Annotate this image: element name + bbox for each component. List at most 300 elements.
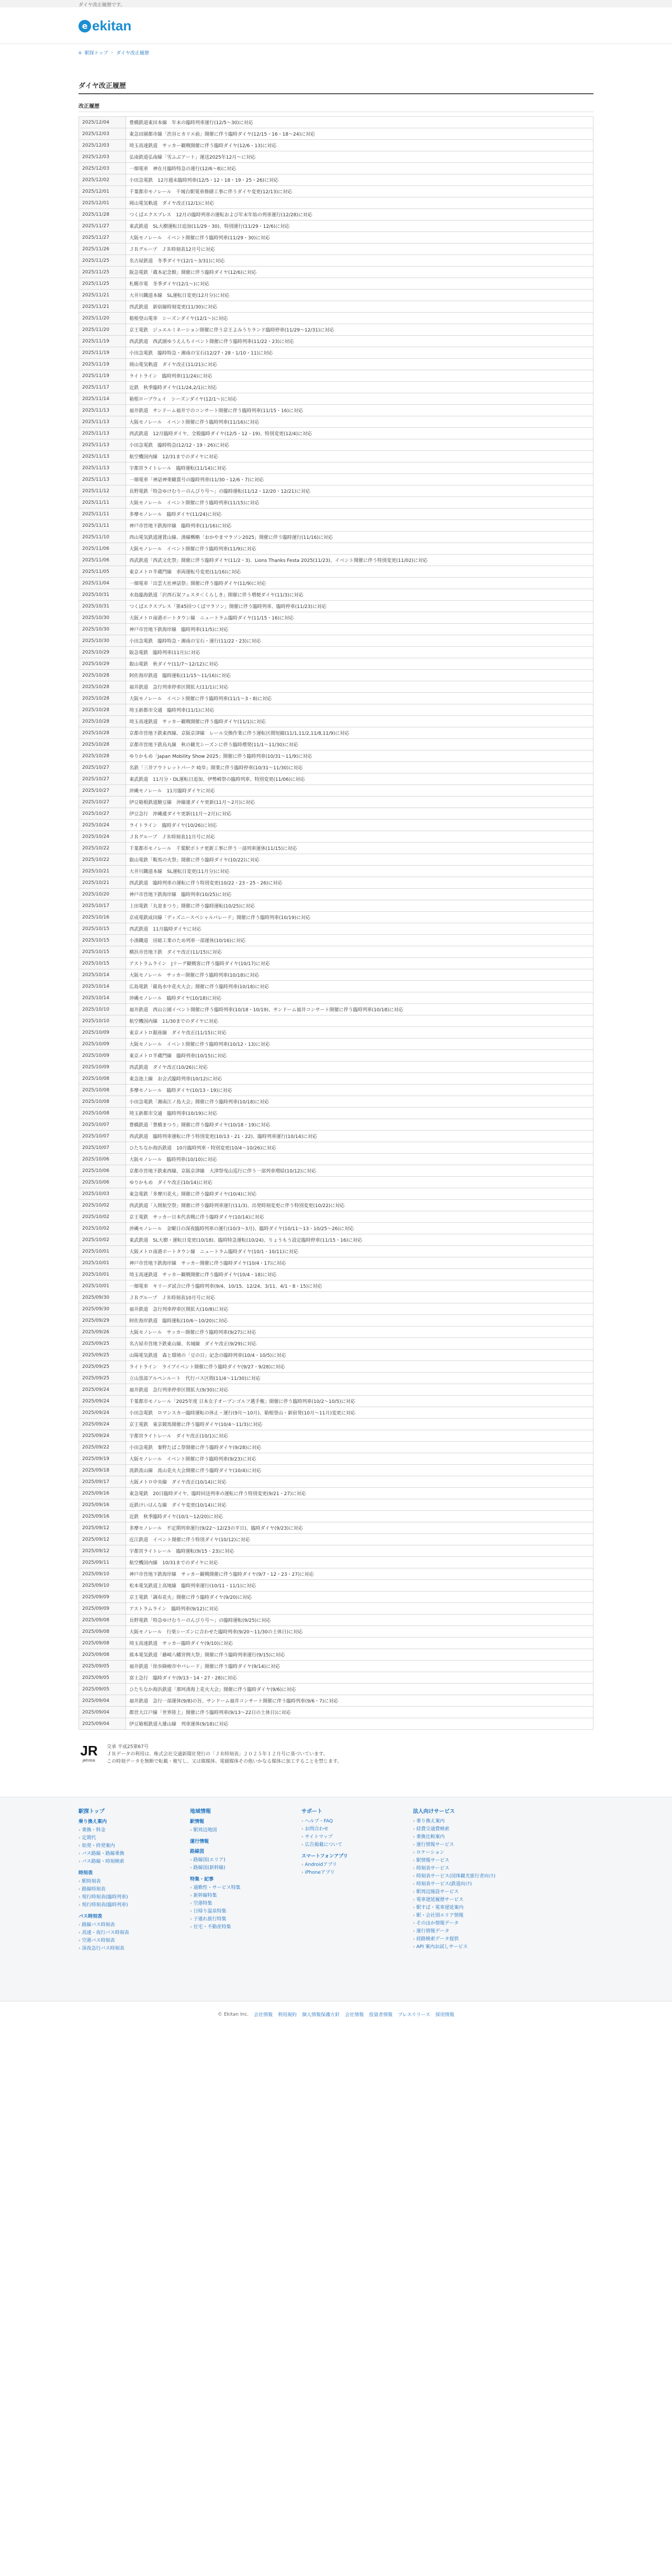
history-row [79, 1638, 593, 1649]
history-description: 伊豆急行 沖縄連ダイヤ更新(11月〜2月)に対応 [126, 808, 593, 820]
footer-group-heading[interactable]: 特集・記事 [190, 1877, 214, 1882]
footer-link[interactable]: › 通勤性・サービス特集 [190, 1884, 287, 1892]
bottom-link[interactable]: 利用規約 [278, 2013, 297, 2018]
history-description: 小湊鐵道 房総工業のため列車一部運休(10/16)に対応 [126, 935, 593, 946]
history-date: 2025/11/10 [79, 532, 126, 543]
history-row [79, 117, 593, 128]
footer-link[interactable]: › 路線図(エリア) [190, 1856, 287, 1864]
jr-logo [79, 1743, 99, 1764]
history-date: 2025/10/01 [79, 1269, 126, 1280]
history-date: 2025/12/03 [79, 140, 126, 151]
history-row [79, 1649, 593, 1661]
history-description: 阪急電鉄 臨時列車(11月)に対応 [126, 647, 593, 658]
footer-link[interactable]: › 始発・終発案内 [79, 1842, 175, 1850]
history-date: 2025/09/25 [79, 1373, 126, 1384]
history-description: 大阪モノレール サッカー開催に伴う臨時列車(10/18)に対応 [126, 969, 593, 981]
history-row [79, 900, 593, 912]
history-date: 2025/10/22 [79, 854, 126, 866]
history-date: 2025/11/13 [79, 451, 126, 462]
bottom-link[interactable]: 会社情報 [345, 2013, 364, 2018]
history-description: 神戸市営地下鉄海岸線 臨時列車(11/5)に対応 [126, 624, 593, 635]
history-row [79, 336, 593, 347]
history-date: 2025/11/25 [79, 255, 126, 267]
footer-link[interactable]: › ロケーション [413, 1849, 510, 1857]
history-description: 京王電鉄「調布花火」開催に伴う臨時ダイヤ(9/20)に対応 [126, 1591, 593, 1603]
history-row [79, 1707, 593, 1718]
footer-link[interactable]: › Androidアプリ [301, 1861, 398, 1869]
history-date: 2025/10/15 [79, 935, 126, 946]
history-date: 2025/11/11 [79, 497, 126, 508]
history-description: 西武鉄道「入間航空祭」開催に伴う臨時列車運行(11/3)、出発時刻変更に伴う特別変更(10/22)に対応 [126, 1200, 593, 1211]
history-description: 山陽電気鉄道 森と環境の「豆の日」記念の臨時列車(10/4・10/5)に対応 [126, 1350, 593, 1361]
history-row [79, 566, 593, 578]
history-date: 2025/10/28 [79, 704, 126, 716]
history-description: 長野電鉄「特急ゆけむりーのんびり号〜」の臨時運転(11/12・12/20・12/21)に対応 [126, 485, 593, 497]
history-row [79, 981, 593, 992]
history-row [79, 405, 593, 416]
history-date: 2025/10/10 [79, 1004, 126, 1015]
history-description: 大阪モノレール 臨時列車(10/10)に対応 [126, 1154, 593, 1165]
history-date: 2025/10/08 [79, 1085, 126, 1096]
history-row [79, 1085, 593, 1096]
footer-group-heading[interactable]: 運行情報 [190, 1839, 209, 1844]
history-description: ひたちなか海浜鉄道 10月臨時列車・特別変更(10/4〜10/26)に対応 [126, 1142, 593, 1154]
footer-link[interactable]: › 路線図(新幹線) [190, 1864, 287, 1872]
history-row [79, 1165, 593, 1177]
footer-link[interactable]: › 駅情報サービス [413, 1857, 510, 1865]
history-description: 大阪モノレール イベント開催に伴う臨時列車(9/23)に対応 [126, 1453, 593, 1465]
footer-column-title[interactable]: 駅探トップ [79, 1809, 105, 1815]
history-row [79, 163, 593, 174]
history-description: 豊橋鉄道東田本線 年末の臨時列車運行(12/5〜30)に対応 [126, 117, 593, 128]
history-row [79, 1269, 593, 1280]
history-row [79, 1062, 593, 1073]
footer-link[interactable]: › 経費交通費検索 [413, 1826, 510, 1833]
footer-link[interactable]: › 空港特集 [190, 1900, 287, 1908]
history-description: 千葉都市モノレール 千葉駅ボトナ更新工事に伴う一部列車運休(11/15)に対応 [126, 843, 593, 854]
history-description: 一畑電車「神話神楽観賞号の臨時列車(11/30・12/6・7)に対応 [126, 474, 593, 485]
history-description: 京王電鉄 サッカー日本代表戦に伴う臨時ダイヤ(10/14)に対応 [126, 1211, 593, 1223]
breadcrumb-home-link[interactable]: 駅探トップ [84, 51, 108, 56]
history-row [79, 1315, 593, 1326]
footer-link[interactable]: › 時刻表サービス(団体観光旅行者向け) [413, 1873, 510, 1881]
history-date: 2025/10/02 [79, 1223, 126, 1234]
history-description: 沖縄モノレール 11月臨時ダイヤに対応 [126, 785, 593, 797]
history-description: 小田急電鉄 ロマンスカー臨時運転の休止・運行(9月～10月)、箱根登山・新宿発(10月〜11月)変更に対応 [126, 1407, 593, 1419]
history-date: 2025/10/01 [79, 1257, 126, 1269]
bottom-link[interactable]: 採用情報 [435, 2013, 455, 2018]
history-date: 2025/09/04 [79, 1707, 126, 1718]
footer-link[interactable]: › API 案内お試しサービス [413, 1943, 510, 1951]
history-description: 都営大江戸線「世界陸上」開催に伴う臨時列車(9/13〜22日の土休日)に対応 [126, 1707, 593, 1718]
history-date: 2025/09/12 [79, 1522, 126, 1534]
history-date: 2025/09/19 [79, 1453, 126, 1465]
footer-link[interactable]: › 子連れ旅行特集 [190, 1916, 287, 1923]
history-date: 2025/09/16 [79, 1511, 126, 1522]
history-date: 2025/11/21 [79, 301, 126, 313]
history-date: 2025/11/19 [79, 336, 126, 347]
history-row [79, 762, 593, 773]
history-date: 2025/11/13 [79, 416, 126, 428]
history-description: 大阪メトロ南港ポートタウン線 ニュートラム臨時ダイヤ(11/15・16)に対応 [126, 612, 593, 624]
history-description: 沖縄モノレール 臨時ダイヤ(10/18)に対応 [126, 992, 593, 1004]
history-row [79, 382, 593, 393]
history-description: ライトライン 臨時ダイヤ(10/26)に対応 [126, 820, 593, 831]
history-date: 2025/09/24 [79, 1396, 126, 1407]
history-date: 2025/09/04 [79, 1695, 126, 1707]
history-description: 大阪モノレール イベント開催に伴う臨時列車(11/1〜3・8)に対応 [126, 693, 593, 704]
history-date: 2025/09/16 [79, 1488, 126, 1499]
footer-column-title[interactable]: サポート [301, 1809, 322, 1815]
history-date: 2025/11/12 [79, 485, 126, 497]
history-row [79, 946, 593, 958]
footer-link[interactable]: › 時刻表サービス(鉄道向け) [413, 1881, 510, 1888]
history-row [79, 1257, 593, 1269]
history-date: 2025/12/01 [79, 197, 126, 209]
history-description: 東急電鉄「多摩川花火」開催に伴う臨時ダイヤ(10/4)に対応 [126, 1188, 593, 1200]
history-row [79, 1603, 593, 1615]
footer-link[interactable]: › 駅時刻表 [79, 1878, 175, 1886]
history-row [79, 267, 593, 278]
footer-column-title[interactable]: 法人向けサービス [413, 1809, 455, 1815]
history-date: 2025/11/25 [79, 267, 126, 278]
footer-link[interactable]: › ヘルプ・FAQ [301, 1818, 398, 1826]
history-description: 西武鉄道 西武園ゆうえんちイベント開催に伴う臨時列車(11/22・23)に対応 [126, 336, 593, 347]
history-date: 2025/09/12 [79, 1545, 126, 1557]
history-row [79, 1142, 593, 1154]
history-row [79, 301, 593, 313]
bottom-link[interactable]: プレスリリース [398, 2013, 431, 2018]
history-row [79, 497, 593, 508]
history-date: 2025/10/21 [79, 866, 126, 877]
history-row [79, 1396, 593, 1407]
logo-mark-icon: e [79, 20, 91, 32]
history-date: 2025/09/30 [79, 1303, 126, 1315]
history-date: 2025/10/08 [79, 1108, 126, 1119]
footer-group-heading[interactable]: 時刻表 [79, 1871, 93, 1876]
history-row [79, 1361, 593, 1373]
history-row [79, 843, 593, 854]
footer-link[interactable]: › 深夜急行バス時刻表 [79, 1945, 175, 1953]
history-date: 2025/10/06 [79, 1177, 126, 1188]
history-description: 東武鉄道 11月分・DL運転日追加、伊勢崎祭の臨時列車、特別変更(11/06)に対応 [126, 773, 593, 785]
history-description: 福井鉄道「徐歩険峻市中パレード」開催に伴う臨時ダイヤ(9/14)に対応 [126, 1661, 593, 1672]
history-date: 2025/11/28 [79, 209, 126, 220]
history-description: 東武鉄道 SL大樹運転日追加(11/29・30)、特別運行(11/29・12/6)に対応 [126, 220, 593, 232]
history-description: 神戸市営地下鉄海岸線 サッカー開催に伴う臨時ダイヤ(10/4・17)に対応 [126, 1257, 593, 1269]
footer-group-heading[interactable]: バス時刻表 [79, 1914, 103, 1919]
breadcrumb [0, 44, 672, 61]
history-row [79, 601, 593, 612]
history-row [79, 923, 593, 935]
history-row [79, 992, 593, 1004]
footer-link[interactable]: › 現行時刻表(臨時列車) [79, 1894, 175, 1901]
history-row [79, 532, 593, 543]
history-row [79, 393, 593, 405]
history-description: ライトライン 臨時列車(11/24)に対応 [126, 370, 593, 382]
history-row [79, 831, 593, 843]
footer-group-heading[interactable]: スマートフォンアプリ [301, 1854, 348, 1859]
history-row [79, 1476, 593, 1488]
history-date: 2025/10/02 [79, 1200, 126, 1211]
history-row [79, 808, 593, 820]
history-date: 2025/10/28 [79, 750, 126, 762]
footer-group-heading[interactable]: 乗り換え案内 [79, 1819, 107, 1825]
history-description: 京都市営地下鉄東西線、京阪京津線 大津祭曳山巡行に伴う一部列車増結(10/12)に対応 [126, 1165, 593, 1177]
history-date: 2025/10/07 [79, 1142, 126, 1154]
history-description: 福井鉄道 西山公園イベント開催に伴う臨時列車(10/18・10/19)、サンドーム福井コンサート開催に伴う臨時列車(10/18)に対応 [126, 1004, 593, 1015]
history-date: 2025/10/09 [79, 1027, 126, 1038]
history-description: 近鉄けいはんな線 ダイヤ変更(10/14)に対応 [126, 1499, 593, 1511]
footer-link[interactable]: › 駅周辺施設サービス [413, 1888, 510, 1896]
history-date: 2025/10/28 [79, 716, 126, 727]
history-date: 2025/09/09 [79, 1603, 126, 1615]
footer-link[interactable]: › 電車遅延履歴サービス [413, 1896, 510, 1904]
footer-link[interactable]: › 日帰り温泉特集 [190, 1908, 287, 1916]
history-date: 2025/11/13 [79, 439, 126, 451]
footer-column [413, 1807, 510, 1991]
history-date: 2025/12/04 [79, 117, 126, 128]
top-notice: ダイヤ改正履歴です。 [0, 0, 672, 7]
history-row [79, 1534, 593, 1545]
history-date: 2025/10/07 [79, 1131, 126, 1142]
history-date: 2025/09/04 [79, 1718, 126, 1730]
history-date: 2025/11/26 [79, 244, 126, 255]
history-date: 2025/10/28 [79, 681, 126, 693]
jr-logo-text: JR [80, 1743, 98, 1759]
history-row [79, 589, 593, 601]
history-date: 2025/10/15 [79, 958, 126, 969]
history-row [79, 1188, 593, 1200]
history-description: 京都市営地下鉄東西線、京阪京津線 レール交換作業に伴う運転区間短縮(11/1,11/2,11/8,11/9)に対応 [126, 727, 593, 739]
footer-link[interactable]: › 路線時刻表 [79, 1886, 175, 1894]
history-date: 2025/10/29 [79, 658, 126, 670]
history-row [79, 1131, 593, 1142]
history-description: 西武鉄道 新宿線時刻変更(11/30)に対応 [126, 301, 593, 313]
history-row [79, 555, 593, 566]
page-title: ダイヤ改正履歴 [79, 77, 593, 94]
footer-link[interactable]: › 空港バス時刻表 [79, 1937, 175, 1945]
history-description: 伊豆箱根鉄道大雄山線 列車運休(9/18)に対応 [126, 1718, 593, 1730]
history-row [79, 1200, 593, 1211]
revision-history-table [79, 116, 593, 1730]
home-icon: ⌂ [79, 50, 82, 56]
history-row [79, 958, 593, 969]
history-description: 松本電気鉄道上高地線 臨時列車運行(10/11・11/1)に対応 [126, 1580, 593, 1591]
ekitan-logo[interactable] [79, 18, 131, 34]
history-row [79, 877, 593, 889]
history-date: 2025/10/10 [79, 1015, 126, 1027]
history-description: 航空機国内線 10/31までのダイヤに対応 [126, 1557, 593, 1568]
footer-link[interactable]: › バス路線・時刻検索 [79, 1858, 175, 1866]
history-date: 2025/10/27 [79, 797, 126, 808]
footer-link[interactable]: › 運行情報データ [413, 1928, 510, 1936]
history-description: 大阪モノレール 行楽シーズンに合わせた臨時列車(9/20〜11/30の土休日)に対応 [126, 1626, 593, 1638]
footer-column-title[interactable]: 地域情報 [190, 1809, 211, 1815]
history-description: 一畑電車 キリーダ試合に伴う臨時列車(9/4、10/15、12/24、3/11、4/1・8・15)に対応 [126, 1280, 593, 1292]
history-row [79, 1246, 593, 1257]
history-description: 小田急電鉄 12月週末臨時列車(12/5・12・18・19・25・26)に対応 [126, 174, 593, 186]
history-date: 2025/11/25 [79, 278, 126, 290]
history-row [79, 1672, 593, 1684]
history-date: 2025/10/28 [79, 670, 126, 681]
history-row [79, 140, 593, 151]
history-row [79, 128, 593, 140]
history-date: 2025/09/12 [79, 1534, 126, 1545]
history-description: 小田急電鉄 秦野たばこ祭開催に伴う臨時ダイヤ(9/28)に対応 [126, 1442, 593, 1453]
history-row [79, 439, 593, 451]
history-row [79, 1326, 593, 1338]
history-description: 大阪モノレール イベント開催に伴う臨時列車(11/9)に対応 [126, 543, 593, 555]
history-date: 2025/09/17 [79, 1476, 126, 1488]
history-description: 大阪メトロ中央線 ダイヤ改正(10/14)に対応 [126, 1476, 593, 1488]
history-row [79, 1211, 593, 1223]
history-row [79, 1177, 593, 1188]
history-description: 名古屋市営地下鉄東山線、名城線 ダイヤ改正(9/29)に対応 [126, 1338, 593, 1350]
history-row [79, 520, 593, 532]
footer-link[interactable]: › バス路線・路線乗換 [79, 1850, 175, 1858]
history-date: 2025/11/19 [79, 359, 126, 370]
history-row [79, 1430, 593, 1442]
history-description: 近江鉄道 イベント開催に伴う特別ダイヤ(10/12)に対応 [126, 1534, 593, 1545]
history-description: 千葉都市モノレール 千城台駅電車修繕工事に伴うダイヤ変更(12/13)に対応 [126, 186, 593, 197]
footer-link[interactable]: › 新幹線特集 [190, 1892, 287, 1900]
history-row [79, 854, 593, 866]
history-date: 2025/11/17 [79, 382, 126, 393]
history-description: 東急電鉄 20日臨時ダイヤ、臨時回送列車の運転に伴う特別変更(9/21・27)に対応 [126, 1488, 593, 1499]
history-row [79, 1465, 593, 1476]
history-date: 2025/09/29 [79, 1315, 126, 1326]
history-date: 2025/10/22 [79, 843, 126, 854]
history-date: 2025/09/18 [79, 1465, 126, 1476]
history-description: 箱根登山電車 シーズンダイヤ(12/1〜)に対応 [126, 313, 593, 324]
history-date: 2025/09/22 [79, 1442, 126, 1453]
history-description: 大阪モノレール イベント開催に伴う臨時列車(11/16)に対応 [126, 416, 593, 428]
history-row [79, 278, 593, 290]
history-description: 大阪メトロ南港ポートタウン線 ニュートラム臨時ダイヤ(10/1・10/11)に対応 [126, 1246, 593, 1257]
history-row [79, 1292, 593, 1303]
footer-link[interactable]: › 運行情報サービス [413, 1841, 510, 1849]
history-row [79, 1557, 593, 1568]
credit-line: 交承 平成25第67号 [107, 1744, 149, 1750]
history-row [79, 1488, 593, 1499]
footer-link[interactable]: › 駅周辺地図 [190, 1827, 287, 1834]
history-row [79, 1373, 593, 1384]
footer-link[interactable]: › 乗り換え案内 [413, 1818, 510, 1826]
bottom-link[interactable]: 投資者情報 [369, 2013, 393, 2018]
history-row [79, 347, 593, 359]
history-date: 2025/10/31 [79, 589, 126, 601]
footer-group-heading[interactable]: 路線図 [190, 1849, 205, 1854]
history-row [79, 428, 593, 439]
history-description: 東京メトロ半蔵門線 車両運転号変更(11/16)に対応 [126, 566, 593, 578]
history-row [79, 889, 593, 900]
history-row [79, 1407, 593, 1419]
history-row [79, 750, 593, 762]
history-date: 2025/11/14 [79, 393, 126, 405]
history-row [79, 1280, 593, 1292]
history-row [79, 1050, 593, 1062]
history-description: ＪＲグループ ＪＲ時刻表12月号に対応 [126, 244, 593, 255]
history-description: 福井鉄道 急行一部運休(9/8)の旨、サンドーム福井コンサート開催に伴う臨時列車(9/6・7)に対応 [126, 1695, 593, 1707]
history-date: 2025/11/11 [79, 520, 126, 532]
history-date: 2025/09/10 [79, 1568, 126, 1580]
history-date: 2025/10/01 [79, 1280, 126, 1292]
history-description: 航空機国内線 12/31までのダイヤに対応 [126, 451, 593, 462]
history-row [79, 151, 593, 163]
footer-link[interactable]: › 駅すぱ・電車遅延案内 [413, 1904, 510, 1912]
footer-link[interactable]: › 経路検索データ提供 [413, 1936, 510, 1943]
footer-link[interactable]: › サイトマップ [301, 1833, 398, 1841]
history-row [79, 543, 593, 555]
history-date: 2025/09/24 [79, 1430, 126, 1442]
history-description: 福井鉄道 サンドーム福井でのコンサート開催に伴う臨時列車(11/15・16)に対応 [126, 405, 593, 416]
history-description: 千葉都市モノレール「2025年度 日本女子オープンゴルフ選手権」開催に伴う臨時列車(10/2〜10/5)に対応 [126, 1396, 593, 1407]
history-date: 2025/09/25 [79, 1350, 126, 1361]
history-date: 2025/10/30 [79, 612, 126, 624]
history-description: 近鉄 秋季臨時ダイヤ(11/24,2/1)に対応 [126, 382, 593, 393]
footer-link[interactable]: › iPhoneアプリ [301, 1869, 398, 1877]
history-row [79, 1096, 593, 1108]
section-title: 改正履歴 [79, 102, 593, 112]
footer-link[interactable]: › 高速・夜行バス時刻表 [79, 1929, 175, 1937]
footer-link[interactable]: › 時刻表サービス [413, 1865, 510, 1873]
bottom-link[interactable]: 会社情報 [254, 2013, 273, 2018]
history-description: 名鉄「三井アウトレットパーク 岐阜」開業に伴う臨時停車(10/31〜11/30)に対応 [126, 762, 593, 773]
history-date: 2025/09/11 [79, 1557, 126, 1568]
jr-logo-sub: JR時刻表 [83, 1759, 95, 1763]
history-row [79, 1718, 593, 1730]
history-description: 叡山電鉄「鞍馬の火祭」開催に伴う臨時ダイヤ(10/22)に対応 [126, 854, 593, 866]
history-row [79, 1073, 593, 1085]
footer-link[interactable]: › 住宅・不動産特集 [190, 1923, 287, 1931]
history-row [79, 313, 593, 324]
history-date: 2025/09/25 [79, 1361, 126, 1373]
history-date: 2025/10/15 [79, 923, 126, 935]
footer-link[interactable]: › 広告掲載について [301, 1841, 398, 1849]
history-row [79, 186, 593, 197]
footer-link[interactable]: › 乗換比較案内 [413, 1833, 510, 1841]
history-row [79, 1350, 593, 1361]
footer-link[interactable]: › そのほか情報データ [413, 1920, 510, 1928]
bottom-link[interactable]: 個人情報保護方針 [302, 2013, 340, 2018]
history-description: 神戸市営地下鉄海岸線 臨時列車(10/25)に対応 [126, 889, 593, 900]
history-description: 大阪モノレール イベント開催に伴う臨時列車(11/15)に対応 [126, 497, 593, 508]
history-date: 2025/09/09 [79, 1591, 126, 1603]
history-row [79, 197, 593, 209]
history-description: 近鉄 秋季臨時ダイヤ(10/1〜12/20)に対応 [126, 1511, 593, 1522]
footer-link[interactable]: › 現行時刻表(臨時列車) [79, 1901, 175, 1909]
history-date: 2025/09/08 [79, 1615, 126, 1626]
copyright: © Ekitan Inc. [217, 2011, 249, 2017]
history-description: 航空機国内線 11/30までのダイヤに対応 [126, 1015, 593, 1027]
history-row [79, 1442, 593, 1453]
credit-line: ＪＲデータの利用は、株式会社交通新聞社発行の「ＪＲ時刻表」２０２５年１２月号に基づいています。 [107, 1752, 328, 1757]
history-row [79, 647, 593, 658]
history-date: 2025/09/26 [79, 1326, 126, 1338]
history-date: 2025/11/21 [79, 290, 126, 301]
history-date: 2025/10/06 [79, 1165, 126, 1177]
footer-link[interactable]: › 定期代 [79, 1834, 175, 1842]
history-description: 富士急行 臨時ダイヤ(9/13・14・27・28)に対応 [126, 1672, 593, 1684]
footer-link[interactable]: › 路線バス時刻表 [79, 1921, 175, 1929]
footer-link[interactable]: › 乗換・料金 [79, 1827, 175, 1834]
footer-group-heading[interactable]: 駅情報 [190, 1819, 205, 1825]
footer-link[interactable]: › 駅・会社別エリア情報 [413, 1912, 510, 1920]
footer-link[interactable]: › お問合わせ [301, 1826, 398, 1833]
history-description: アストラムライン 臨時列車(9/12)に対応 [126, 1603, 593, 1615]
history-description: 叡山電鉄 秋ダイヤ(11/7〜12/12)に対応 [126, 658, 593, 670]
